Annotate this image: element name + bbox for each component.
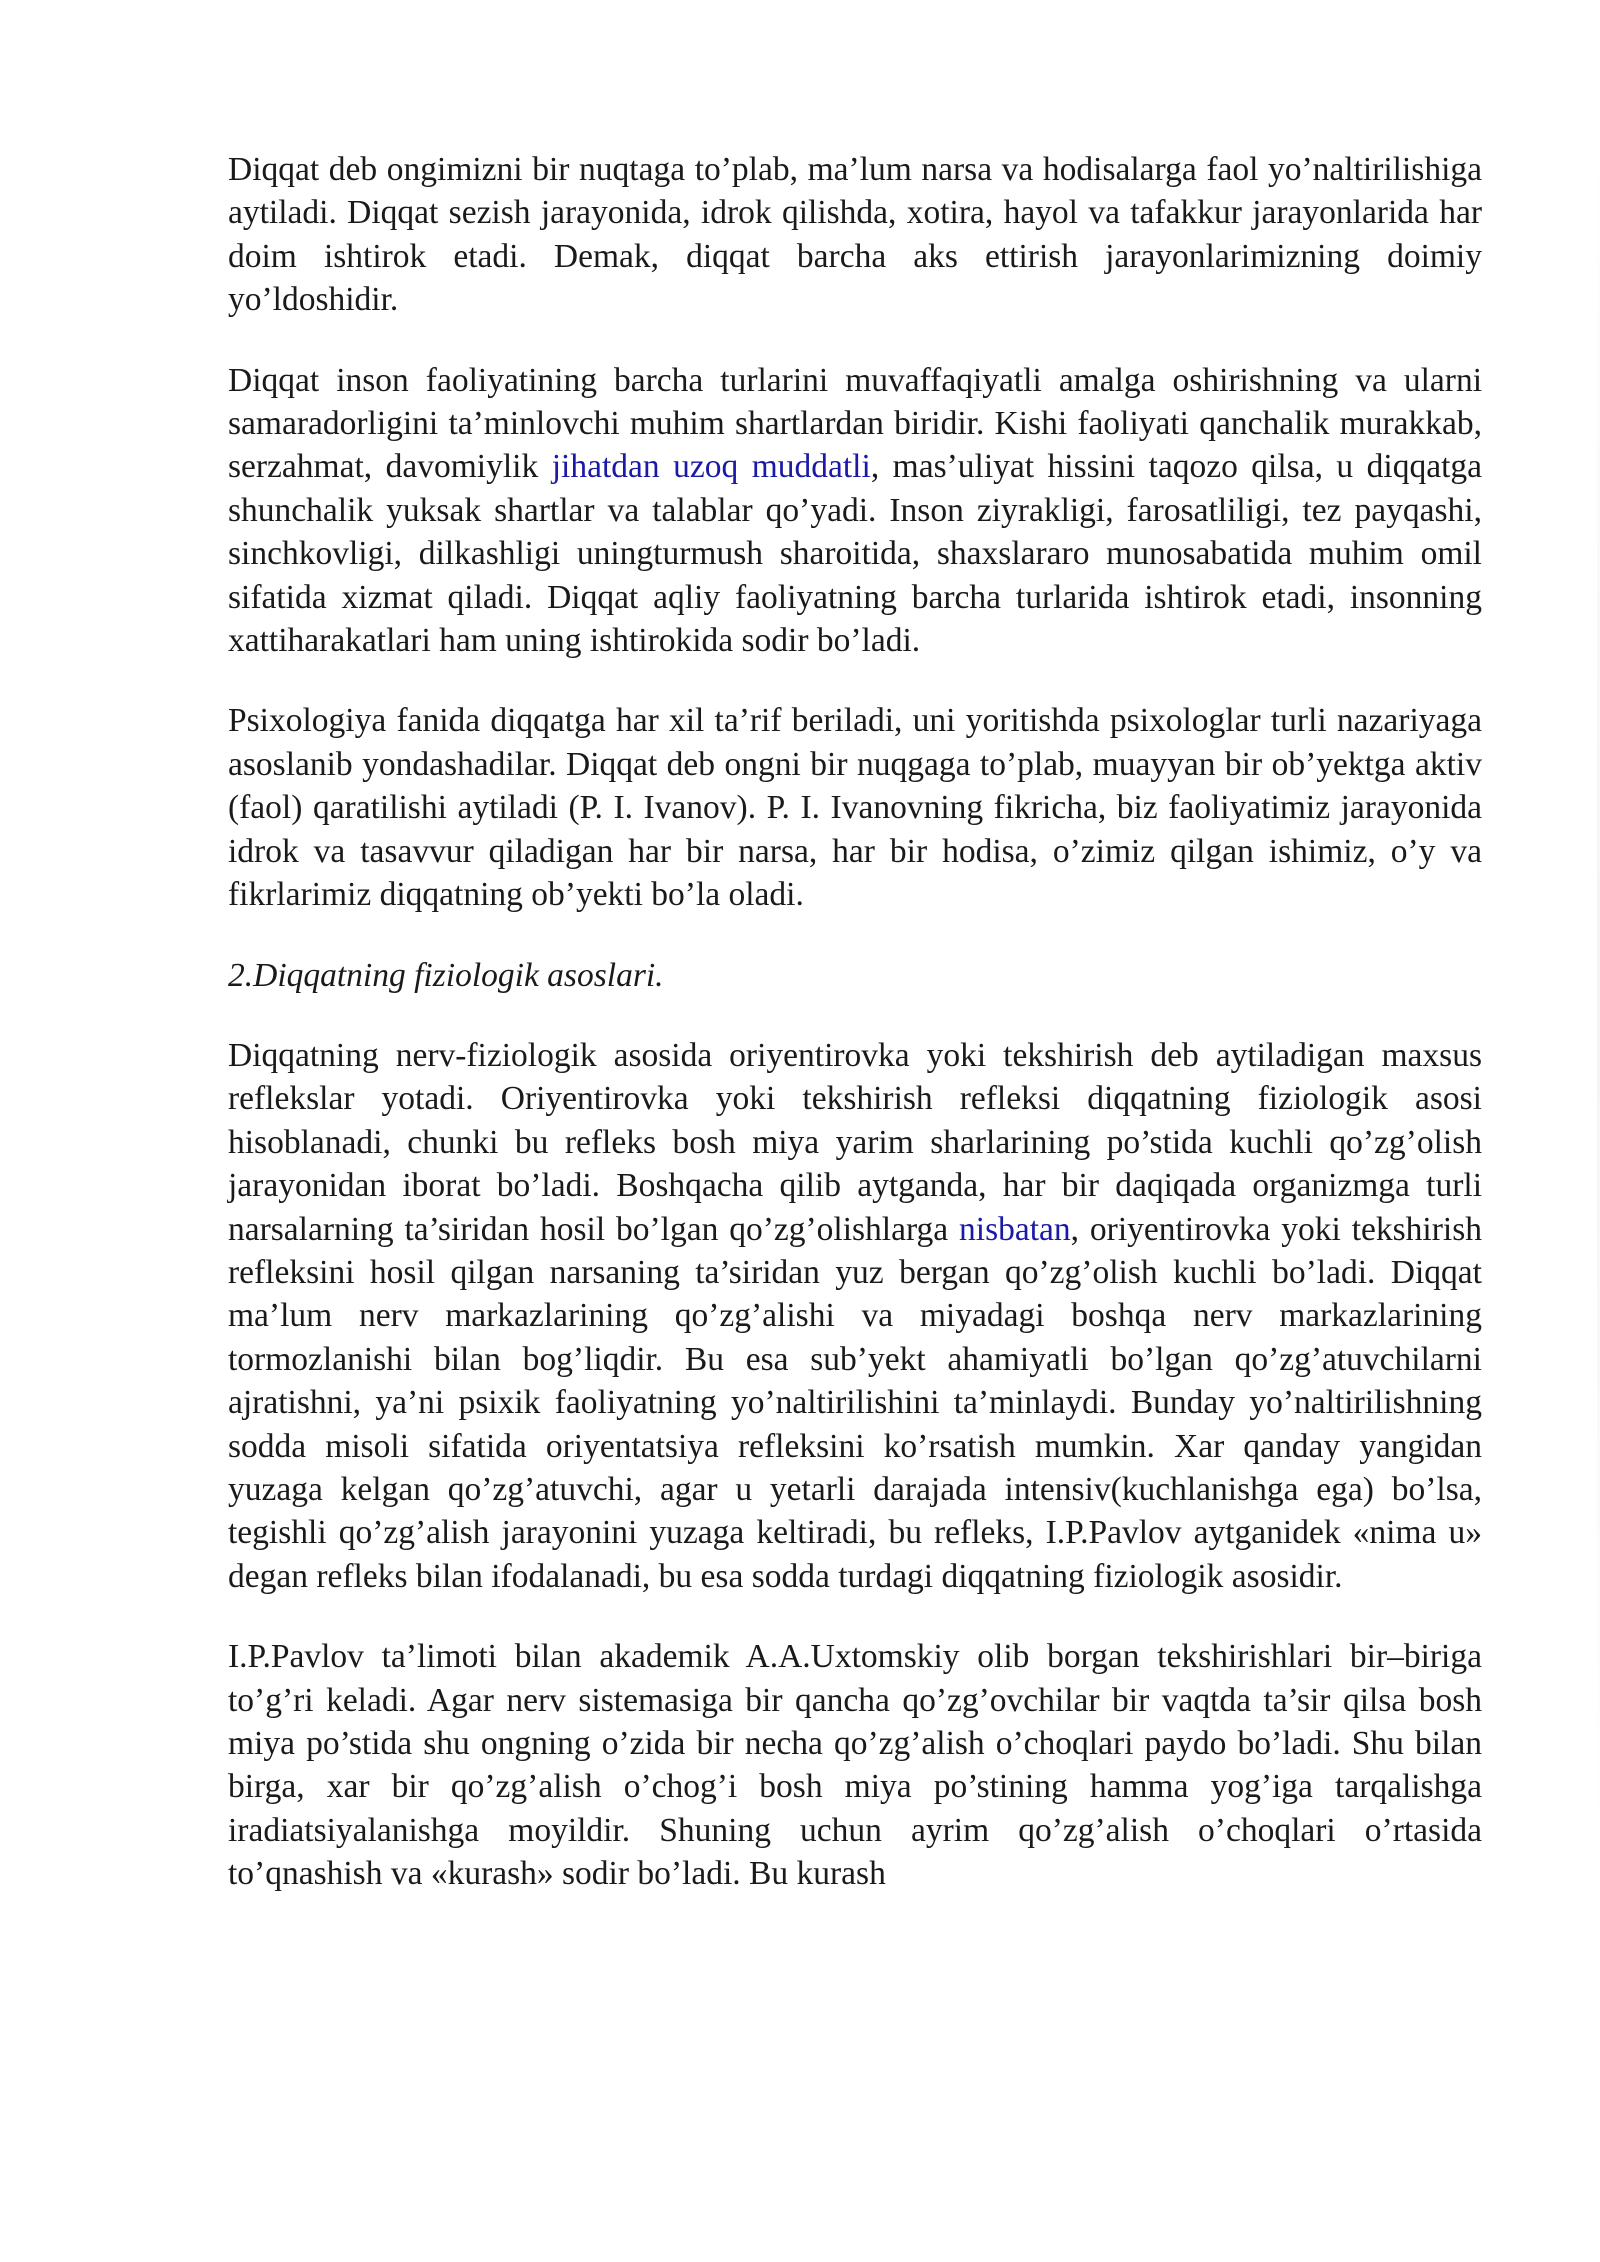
- paragraph-text: , mas’uliyat hissini taqozo qilsa, u diqqatga shunchalik yuksak shartlar va talablar qo’yadi. Inson ziyrakligi, farosatliligi, tez payqashi, sinchkovligi, dilkashligi uningturmush sharoitida, shaxslararo munosabatida muhim omil sifatida xizmat qiladi. Diqqat aqliy faoliyatning barcha turlarida ishtirok etadi, insonning xattiharakatlari ham uning ishtirokida sodir bo’ladi.: [228, 448, 1482, 660]
- paragraph-psychology-definitions: Psixologiya fanida diqqatga har xil ta’rif beriladi, uni yoritishda psixologlar turli nazariyaga asoslanib yondashadilar. Diqqat deb ongni bir nuqgaga to’plab, muayyan bir ob’yektga aktiv (faol) qaratilishi aytiladi (P. I. Ivanov). P. I. Ivanovning fikricha, biz faoliyatimiz jarayonida idrok va tasavvur qiladigan har bir narsa, har bir hodisa, o’zimiz qilgan ishimiz, o’y va fikrlarimiz diqqatning ob’yekti bo’la oladi.: [228, 702, 1482, 914]
- document-page: [228, 148, 1482, 1933]
- paragraph-text: , oriyentirovka yoki tekshirish refleksini hosil qilgan narsaning ta’siridan yuz bergan qo’zg’olish kuchli bo’ladi. Diqqat ma’lum nerv markazlarining qo’zg’alishi va miyadagi boshqa nerv markazlarining tormozlanishi bilan bog’liqdir. Bu esa sub’yekt ahamiyatli bo’lgan qo’zg’atuvchilarni ajratishni, ya’ni psixik faoliyatning yo’naltirilishini ta’minlaydi. Bunday yo’naltirilishning sodda misoli sifatida oriyentatsiya refleksini ko’rsatish mumkin. Xar qanday yangidan yuzaga kelgan qo’zg’atuvchi, agar u yetarli darajada intensiv(kuchlanishga ega) bo’lsa, tegishli qo’zg’alish jarayonini yuzaga keltiradi, bu refleks, I.P.Pavlov aytganidek «nima u» degan refleks bilan ifodalanadi, bu esa sodda turdagi diqqatning fiziologik asosidir.: [228, 1210, 1482, 1595]
- paragraph-physiological-basis: [228, 1034, 1482, 1598]
- paragraph-attention-definition: Diqqat deb ongimizni bir nuqtaga to’plab, ma’lum narsa va hodisalarga faol yo’naltirilishiga aytiladi. Diqqat sezish jarayonida, idrok qilishda, xotira, hayol va tafakkur jarayonlarida har doim ishtirok etadi. Demak, diqqat barcha aks ettirish jarayonlarimizning doimiy yo’ldoshidir.: [228, 151, 1482, 319]
- link-nisbatan[interactable]: nisbatan: [959, 1210, 1071, 1248]
- section-heading: 2.Diqqatning fiziologik asoslari.: [228, 956, 664, 994]
- paragraph-text: Diqqat inson faoliyatining barcha turlarini muvaffaqiyatli amalga oshirishning va ularni samaradorligini ta’minlovchi muhim shartlardan biridir. Kishi faoliyati qanchalik murakkab, serzahmat, davomiylik: [228, 361, 1482, 486]
- paragraph-text: Diqqatning nerv-fiziologik asosida oriyentirovka yoki tekshirish deb aytiladigan maxsus reflekslar yotadi. Oriyentirovka yoki tekshirish refleksi diqqatning fiziologik asosi hisoblanadi, chunki bu refleks bosh miya yarim sharlarining po’stida kuchli qo’zg’olish jarayonidan iborat bo’ladi. Boshqacha qilib aytganda, har bir daqiqada organizmga turli narsalarning ta’siridan hosil bo’lgan qo’zg’olishlarga: [228, 1036, 1482, 1248]
- link-jihatdan-uzoq-muddatli[interactable]: jihatdan uzoq muddatli: [551, 448, 871, 486]
- paragraph-pavlov-uxtomskiy: I.P.Pavlov ta’limoti bilan akademik A.A.Uxtomskiy olib borgan tekshirishlari bir–biriga to’g’ri keladi. Agar nerv sistemasiga bir qancha qo’zg’ovchilar bir vaqtda ta’sir qilsa bosh miya po’stida shu ongning o’zida bir necha qo’zg’alish o’choqlari paydo bo’ladi. Shu bilan birga, xar bir qo’zg’alish o’chog’i bosh miya po’stining hamma yog’iga tarqalishga iradiatsiyalanishga moyildir. Shuning uchun ayrim qo’zg’alish o’choqlari o’rtasida to’qnashish va «kurash» sodir bo’ladi. Bu kurash: [228, 1638, 1482, 1893]
- paragraph-attention-importance: [228, 359, 1482, 663]
